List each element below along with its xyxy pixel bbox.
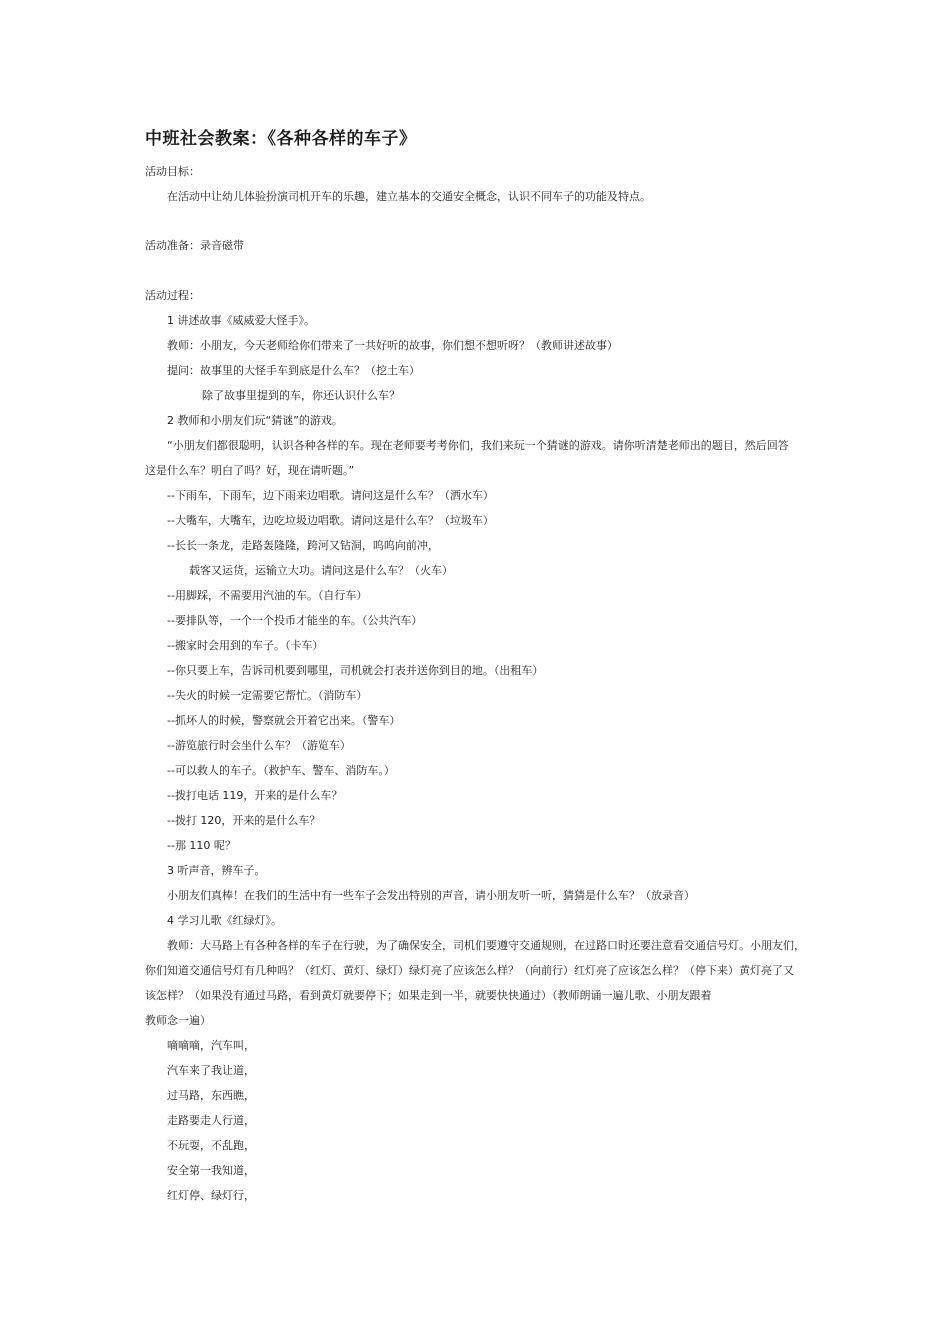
riddle-item: --拨打 120，开来的是什么车？ [167, 814, 321, 827]
process-heading: 活动过程： [145, 289, 200, 302]
step4-teacher-text: 教师：大马路上有各种各样的车子在行驶，为了确保安全，司机们要遵守交通规则，在过路口时还要注意看交通信号灯。小朋友们， [167, 939, 805, 952]
riddle-item: 载客又运货，运输立大功。请问这是什么车？（火车） [189, 564, 453, 577]
prep-text: 活动准备：录音磁带 [145, 239, 244, 252]
step2-heading: 2 教师和小朋友们玩“猜谜”的游戏。 [167, 414, 343, 427]
step4-teacher-text: 教师念一遍） [145, 1014, 211, 1027]
step3-heading: 3 听声音，辨车子。 [167, 864, 266, 877]
step4-heading: 4 学习儿歌《红绿灯》。 [167, 914, 282, 927]
step4-teacher-text: 该怎样？（如果没有通过马路，看到黄灯就要停下；如果走到一半，就要快快通过）（教师朗诵一遍儿歌、小朋友跟着 [145, 989, 712, 1002]
song-line: 走路要走人行道， [167, 1114, 255, 1127]
song-line: 不玩耍，不乱跑， [167, 1139, 255, 1152]
step2-intro-cont: 这是什么车？明白了吗？好，现在请听题。” [145, 464, 355, 477]
step2-intro: “小朋友们都很聪明，认识各种各样的车。现在老师要考考你们，我们来玩一个猜谜的游戏。请你听清楚老师出的题目，然后回答 [167, 439, 789, 452]
riddle-item: --搬家时会用到的车子。（卡车） [167, 639, 324, 652]
riddle-item: --游览旅行时会坐什么车？（游览车） [167, 739, 351, 752]
song-line: 安全第一我知道， [167, 1164, 255, 1177]
riddle-item: --拨打电话 119，开来的是什么车？ [167, 789, 343, 802]
riddle-item: --要排队等，一个一个投币才能坐的车。（公共汽车） [167, 614, 423, 627]
song-line: 嘀嘀嘀，汽车叫， [167, 1039, 255, 1052]
riddle-item: --失火的时候一定需要它帮忙。（消防车） [167, 689, 368, 702]
step4-teacher-text: 你们知道交通信号灯有几种吗？（红灯、黄灯、绿灯）绿灯亮了应该怎么样？（向前行）红灯亮了应该怎么样？（停下来）黄灯亮了又 [145, 964, 794, 977]
step1-question-2: 除了故事里提到的车，你还认识什么车？ [202, 389, 400, 402]
song-line: 汽车来了我让道， [167, 1064, 255, 1077]
goal-text: 在活动中让幼儿体验扮演司机开车的乐趣，建立基本的交通安全概念，认识不同车子的功能及特点。 [167, 190, 651, 203]
riddle-item: --长长一条龙，走路轰隆隆，跨河又钻洞，呜呜向前冲， [167, 539, 439, 552]
step1-question: 提问：故事里的大怪手车到底是什么车？（挖土车） [167, 364, 420, 377]
step3-text: 小朋友们真棒！在我们的生活中有一些车子会发出特别的声音，请小朋友听一听，猜猜是什么车？（放录音） [167, 889, 695, 902]
riddle-item: --你只要上车，告诉司机要到哪里，司机就会打表并送你到目的地。（出租车） [167, 664, 544, 677]
step1-heading: 1 讲述故事《威威爱大怪手》。 [167, 314, 315, 327]
song-line: 红灯停、绿灯行， [167, 1189, 255, 1202]
riddle-item: --用脚踩，不需要用汽油的车。（自行车） [167, 589, 368, 602]
song-line: 过马路，东西瞧， [167, 1089, 255, 1102]
step1-teacher-text: 教师：小朋友，今天老师给你们带来了一共好听的故事，你们想不想听呀？（教师讲述故事） [167, 339, 618, 352]
riddle-item: --下雨车，下雨车，边下雨来边唱歌。请问这是什么车？（洒水车） [167, 489, 494, 502]
riddle-item: --可以救人的车子。（救护车、警车、消防车。） [167, 764, 395, 777]
goal-heading: 活动目标： [145, 165, 200, 178]
riddle-item: --抓坏人的时候，警察就会开着它出来。（警车） [167, 714, 401, 727]
riddle-item: --大嘴车，大嘴车，边吃垃圾边唱歌。请问这是什么车？（垃圾车） [167, 514, 494, 527]
riddle-item: --那 110 呢？ [167, 839, 236, 852]
document-title: 中班社会教案：《各种各样的车子》 [145, 129, 417, 149]
